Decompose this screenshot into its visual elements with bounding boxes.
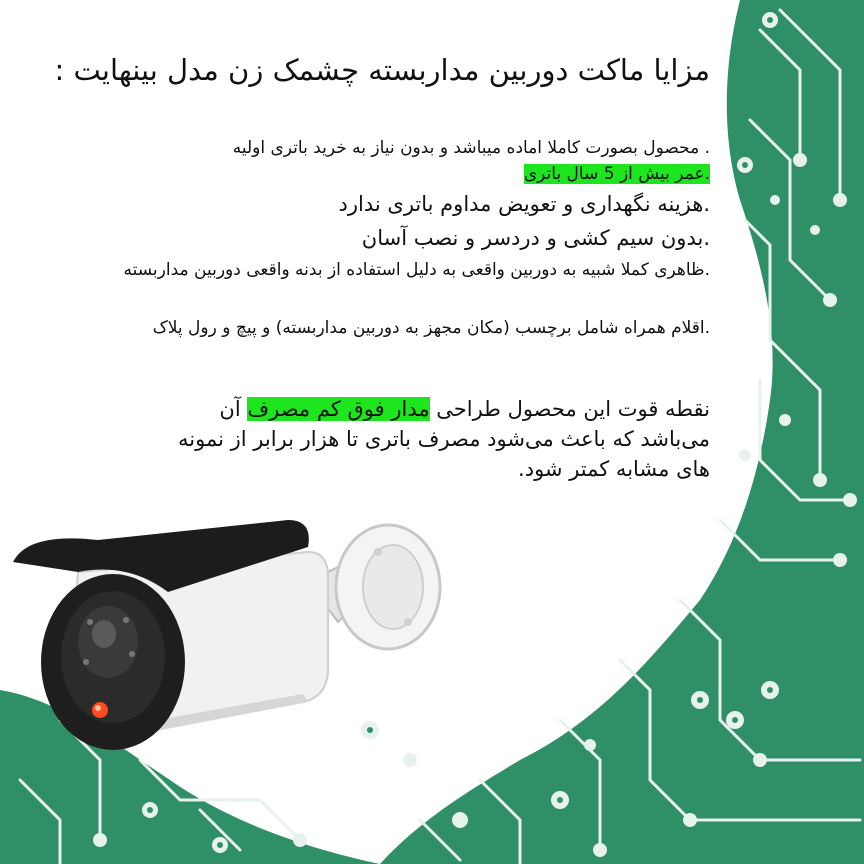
feature-line-6: .اقلام همراه شامل برچسب (مکان مجهز به دوربین مداربسته) و پیچ و رول پلاک (152, 318, 710, 338)
dummy-camera-image (8, 512, 448, 762)
strength-prefix: نقطه قوت این محصول طراحی (429, 397, 710, 421)
strength-highlight: مدار فوق کم مصرف (247, 397, 430, 421)
feature-line-5: .ظاهری کملا شبیه به دوربین واقعی به دلیل استفاده از بدنه واقعی دوربین مداربسته (123, 260, 710, 280)
feature-line-1: . محصول بصورت کاملا اماده میباشد و بدون نیاز به خرید باتری اولیه (232, 138, 710, 158)
strength-rest: آن می‌باشد که باعث می‌شود مصرف باتری تا هزار برابر از نمونه های مشابه کمتر شود. (178, 397, 710, 481)
page-title: مزایا ماکت دوربین مداربسته چشمک زن مدل بینهایت : (54, 53, 710, 87)
strength-paragraph (150, 394, 710, 484)
feature-line-3: .هزینه نگهداری و تعویض مداوم باتری ندارد (338, 192, 710, 216)
feature-line-4: .بدون سیم کشی و دردسر و نصب آسان (361, 226, 710, 250)
camera-lens (41, 574, 185, 750)
feature-line-2 (70, 162, 710, 186)
highlight-battery-life: .عمر بیش از 5 سال باتری (523, 164, 710, 184)
